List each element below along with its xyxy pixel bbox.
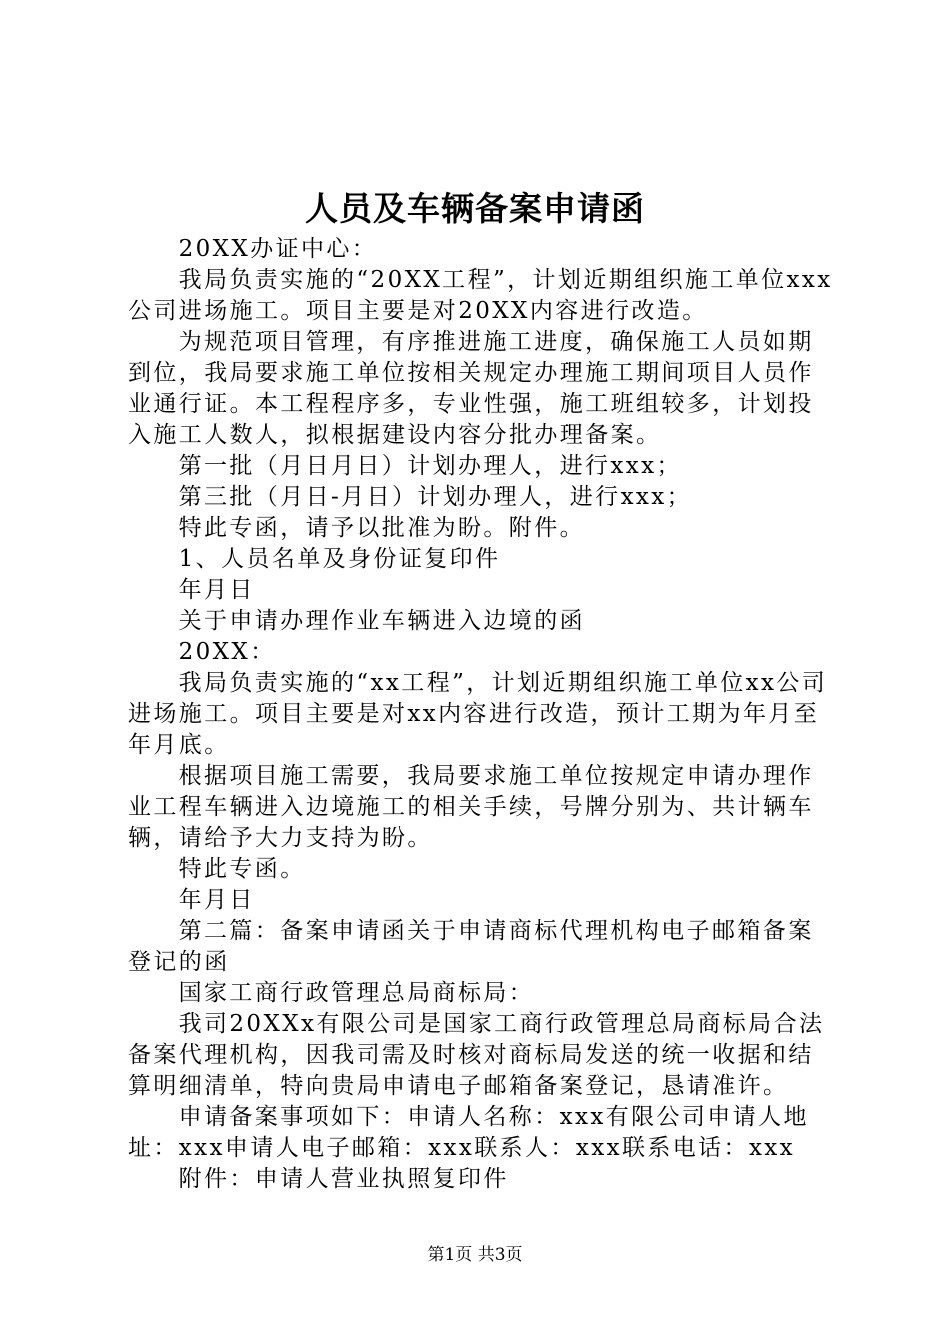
paragraph: 年月日: [178, 887, 255, 913]
paragraph: 国家工商行政管理总局商标局：: [178, 980, 535, 1006]
paragraph: 第一批（月日月日）计划办理人，进行xxx；: [178, 453, 682, 479]
page-number-footer: 第1页 共3页: [427, 1245, 523, 1265]
paragraph: 我局负责实施的“xx工程”，计划近期组织施工单位xx公司进场施工。项目主要是对xx内容进行改造，预计工期为年月至年月底。: [128, 670, 828, 758]
paragraph: 特此专函，请予以批准为盼。附件。: [178, 515, 585, 541]
document-body: [128, 234, 834, 1195]
paragraph: 1、人员名单及身份证复印件: [178, 546, 501, 572]
paragraph: 第二篇：备案申请函关于申请商标代理机构电子邮箱备案登记的函: [128, 918, 814, 975]
paragraph: 20XX办证中心：: [178, 236, 378, 262]
paragraph: 附件：申请人营业执照复印件: [178, 1166, 509, 1192]
paragraph: 根据项目施工需要，我局要求施工单位按规定申请办理作业工程车辆进入边境施工的相关手续，号牌分别为、共计辆车辆，请给予大力支持为盼。: [128, 763, 814, 851]
paragraph: 特此专函。: [178, 856, 306, 882]
paragraph: 关于申请办理作业车辆进入边境的函: [178, 608, 585, 634]
document-title: 人员及车辆备案申请函: [305, 189, 645, 228]
paragraph: 为规范项目管理，有序推进施工进度，确保施工人员如期到位，我局要求施工单位按相关规定办理施工期间项目人员作业通行证。本工程程序多，专业性强，施工班组较多，计划投入施工人数人，拟根据建设内容分批办理备案。: [128, 329, 814, 448]
paragraph: 20XX：: [178, 639, 276, 665]
paragraph: 年月日: [178, 577, 255, 603]
paragraph: 申请备案事项如下：申请人名称：xxx有限公司申请人地址：xxx申请人电子邮箱：xxx联系人：xxx联系电话：xxx: [128, 1104, 809, 1161]
paragraph: 我司20XXx有限公司是国家工商行政管理总局商标局合法备案代理机构，因我司需及时核对商标局发送的统一收据和结算明细清单，特向贵局申请电子邮箱备案登记，恳请准许。: [128, 1011, 825, 1099]
paragraph: 我局负责实施的“20XX工程”，计划近期组织施工单位xxx公司进场施工。项目主要是对20XX内容进行改造。: [128, 267, 833, 324]
paragraph: 第三批（月日-月日）计划办理人，进行xxx；: [178, 484, 693, 510]
